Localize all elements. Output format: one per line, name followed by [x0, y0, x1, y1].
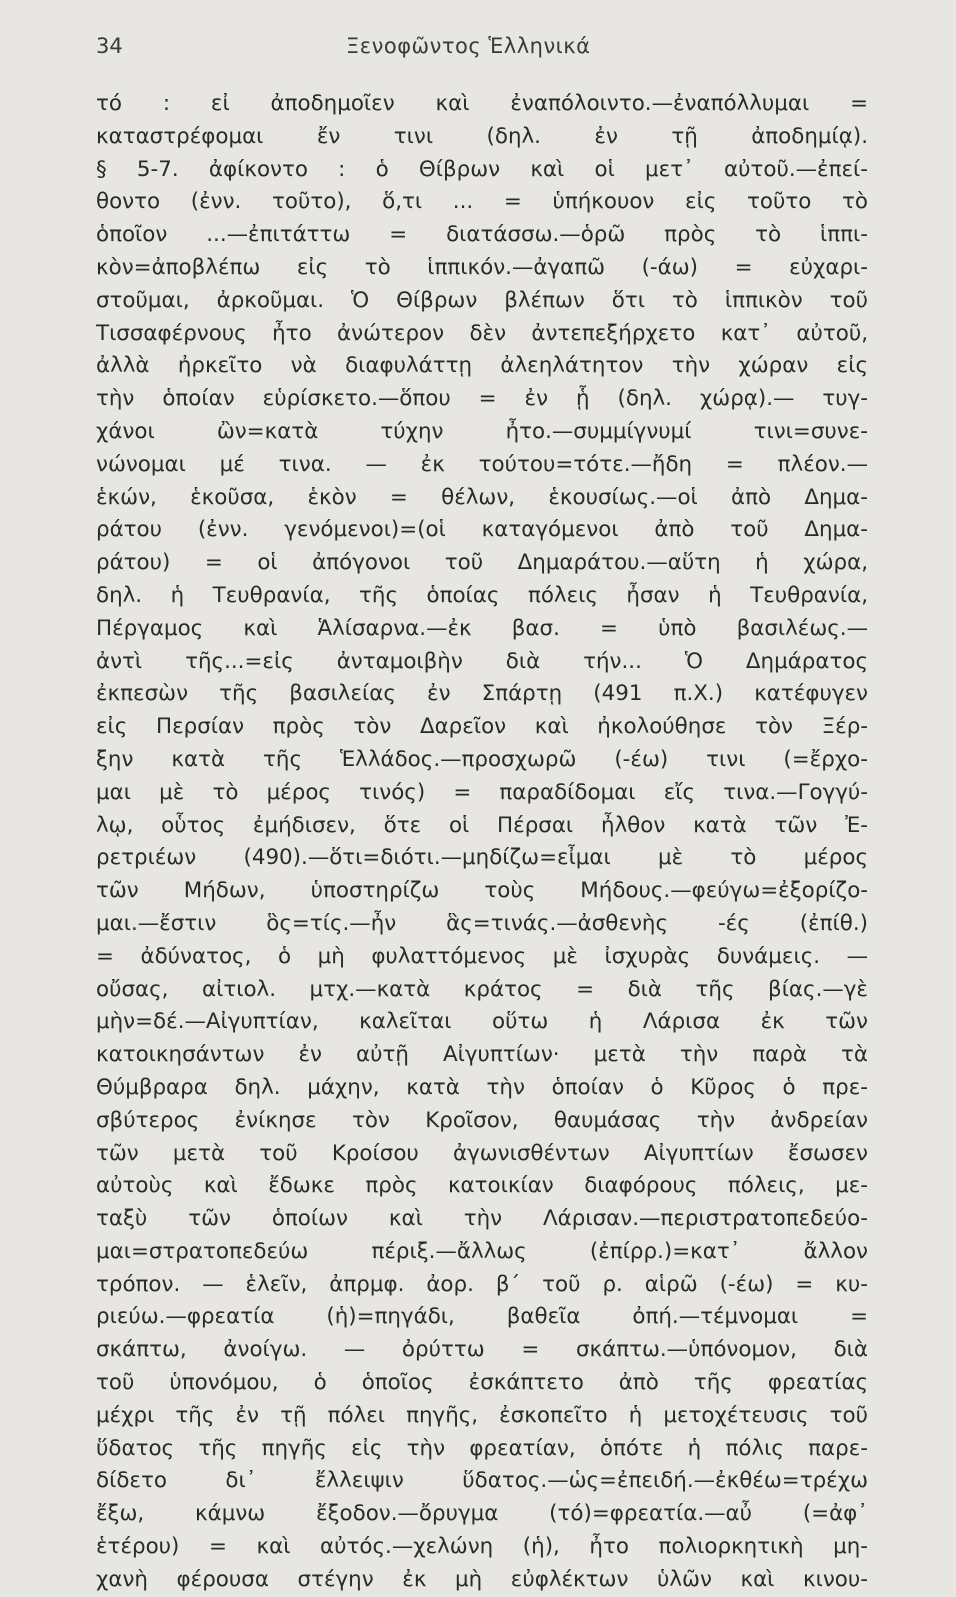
- text-line: ξην κατὰ τῆς Ἑλλάδος.—προσχωρῶ (-έω) τινι (=ἔρχο-: [96, 746, 868, 772]
- text-line: ἔξω, κάμνω ἔξοδον.—ὄρυγμα (τό)=φρεατία.—αὖ (=ἀφ᾽: [96, 1501, 868, 1527]
- text-line: μαι=στρατοπεδεύω πέριξ.—ἄλλως (ἐπίρρ.)=κατ᾽ ἄλλον: [96, 1238, 868, 1264]
- text-line: ράτου) = οἱ ἀπόγονοι τοῦ Δημαράτου.—αὕτη ἡ χώρα,: [96, 550, 868, 576]
- text-line: τό : εἰ ἀποδημοῖεν καὶ ἐναπόλοιντο.—ἐναπόλλυμαι =: [96, 91, 868, 116]
- page-header: [96, 34, 866, 64]
- text-line: ἀλλὰ ἠρκεῖτο νὰ διαφυλάττῃ ἀλεηλάτητον τὴν χώραν εἰς: [96, 353, 868, 379]
- text-line: στοῦμαι, ἀρκοῦμαι. Ὁ Θίβρων βλέπων ὅτι τὸ ἱππικὸν τοῦ: [96, 287, 868, 313]
- text-line: τῶν Μήδων, ὑποστηρίζω τοὺς Μήδους.—φεύγω=ἐξορίζο-: [96, 878, 868, 904]
- text-line: μὴν=δέ.—Αἰγυπτίαν, καλεῖται οὕτω ἡ Λάρισα ἐκ τῶν: [96, 1009, 868, 1035]
- text-line: ταξὺ τῶν ὁποίων καὶ τὴν Λάρισαν.—περιστρατοπεδεύο-: [96, 1206, 868, 1232]
- commentary-text: [96, 88, 868, 1597]
- text-line: δίδετο δι᾽ ἔλλειψιν ὕδατος.—ὡς=ἐπειδή.—ἐκθέω=τρέχω: [96, 1468, 868, 1494]
- text-line: ἀντὶ τῆς...=εἰς ἀνταμοιβὴν διὰ τήν... Ὁ Δημάρατος: [96, 648, 868, 674]
- text-line: ρετριέων (490).—ὅτι=διότι.—μηδίζω=εἶμαι μὲ τὸ μέρος: [96, 845, 868, 871]
- text-line: χανὴ φέρουσα στέγην ἐκ μὴ εὐφλέκτων ὑλῶν καὶ κινου-: [96, 1566, 868, 1592]
- text-line: τὴν ὁποίαν εὑρίσκετο.—ὅπου = ἐν ᾗ (δηλ. χώρᾳ).— τυγ-: [96, 386, 868, 412]
- text-line: Θύμβραρα δηλ. μάχην, κατὰ τὴν ὁποίαν ὁ Κῦρος ὁ πρε-: [96, 1074, 868, 1100]
- text-line: κὸν=ἀποβλέπω εἰς τὸ ἱππικόν.—ἀγαπῶ (-άω) = εὐχαρι-: [96, 254, 868, 280]
- text-line: χάνοι ὢν=κατὰ τύχην ἦτο.—συμμίγνυμί τινι=συνε-: [96, 418, 868, 444]
- text-line: § 5-7. ἀφίκοντο : ὁ Θίβρων καὶ οἱ μετ᾽ αὐτοῦ.—ἐπεί-: [96, 156, 868, 182]
- text-line: Τισσαφέρνους ἦτο ἀνώτερον δὲν ἀντεπεξήρχετο κατ᾽ αὐτοῦ,: [96, 320, 868, 346]
- text-line: θοντο (ἐνν. τοῦτο), ὅ,τι ... = ὑπήκουον εἰς τοῦτο τὸ: [96, 189, 868, 215]
- running-title: Ξενοφῶντος Ἑλληνικά: [346, 34, 591, 58]
- text-line: οὔσας, αἰτιολ. μτχ.—κατὰ κράτος = διὰ τῆς βίας.—γὲ: [96, 976, 868, 1002]
- page-number: 34: [96, 34, 123, 58]
- text-line: ὁποῖον ...—ἐπιτάττω = διατάσσω.—ὁρῶ πρὸς τὸ ἱππι-: [96, 222, 868, 248]
- text-line: ἐκπεσὼν τῆς βασιλείας ἐν Σπάρτῃ (491 π.Χ.) κατέφυγεν: [96, 681, 868, 707]
- text-line: τοῦ ὑπονόμου, ὁ ὁποῖος ἐσκάπτετο ἀπὸ τῆς φρεατίας: [96, 1370, 868, 1396]
- text-line: δηλ. ἡ Τευθρανία, τῆς ὁποίας πόλεις ἦσαν ἡ Τευθρανία,: [96, 582, 868, 608]
- text-line: τρόπον. — ἑλεῖν, ἀπρμφ. ἀορ. β´ τοῦ ρ. αἱρῶ (-έω) = κυ-: [96, 1271, 868, 1297]
- text-line: εἰς Περσίαν πρὸς τὸν Δαρεῖον καὶ ἠκολούθησε τὸν Ξέρ-: [96, 714, 868, 740]
- text-line: σβύτερος ἐνίκησε τὸν Κροῖσον, θαυμάσας τὴν ἀνδρείαν: [96, 1107, 868, 1133]
- text-line: Πέργαμος καὶ Ἁλίσαρνα.—ἐκ βασ. = ὑπὸ βασιλέως.—: [96, 615, 868, 641]
- text-line: μαι μὲ τὸ μέρος τινός) = παραδίδομαι εἴς τινα.—Γογγύ-: [96, 779, 868, 805]
- text-line: ράτου (ἐνν. γενόμενοι)=(οἱ καταγόμενοι ἀπὸ τοῦ Δημα-: [96, 517, 868, 543]
- text-line: τῶν μετὰ τοῦ Κροίσου ἀγωνισθέντων Αἰγυπτίων ἔσωσεν: [96, 1140, 868, 1166]
- text-line: ριεύω.—φρεατία (ἡ)=πηγάδι, βαθεῖα ὀπή.—τέμνομαι =: [96, 1304, 868, 1330]
- text-line: κατοικησάντων ἐν αὐτῇ Αἰγυπτίων· μετὰ τὴν παρὰ τὰ: [96, 1042, 868, 1068]
- text-line: λῳ, οὗτος ἐμήδισεν, ὅτε οἱ Πέρσαι ἦλθον κατὰ τῶν Ἐ-: [96, 812, 868, 838]
- text-line: καταστρέφομαι ἔν τινι (δηλ. ἐν τῇ ἀποδημίᾳ).: [96, 123, 868, 149]
- text-line: μαι.—ἔστιν ὃς=τίς.—ἦν ἃς=τινάς.—ἀσθενὴς -ές (ἐπίθ.): [96, 910, 868, 936]
- text-line: αὐτοὺς καὶ ἔδωκε πρὸς κατοικίαν διαφόρους πόλεις, με-: [96, 1173, 868, 1199]
- text-line: ἑκών, ἑκοῦσα, ἑκὸν = θέλων, ἑκουσίως.—οἱ ἀπὸ Δημα-: [96, 484, 868, 510]
- text-line: ὕδατος τῆς πηγῆς εἰς τὴν φρεατίαν, ὁπότε ἡ πόλις παρε-: [96, 1435, 868, 1461]
- text-line: = ἀδύνατος, ὁ μὴ φυλαττόμενος μὲ ἰσχυρὰς δυνάμεις. —: [96, 943, 868, 969]
- text-line: ἑτέρου) = καὶ αὐτός.—χελώνη (ἡ), ἦτο πολιορκητικὴ μη-: [96, 1534, 868, 1560]
- text-line: μέχρι τῆς ἐν τῇ πόλει πηγῆς, ἐσκοπεῖτο ἡ μετοχέτευσις τοῦ: [96, 1402, 868, 1428]
- text-line: σκάπτω, ἀνοίγω. — ὀρύττω = σκάπτω.—ὑπόνομον, διὰ: [96, 1337, 868, 1363]
- text-line: νώνομαι μέ τινα. — ἐκ τούτου=τότε.—ἤδη = πλέον.—: [96, 451, 868, 477]
